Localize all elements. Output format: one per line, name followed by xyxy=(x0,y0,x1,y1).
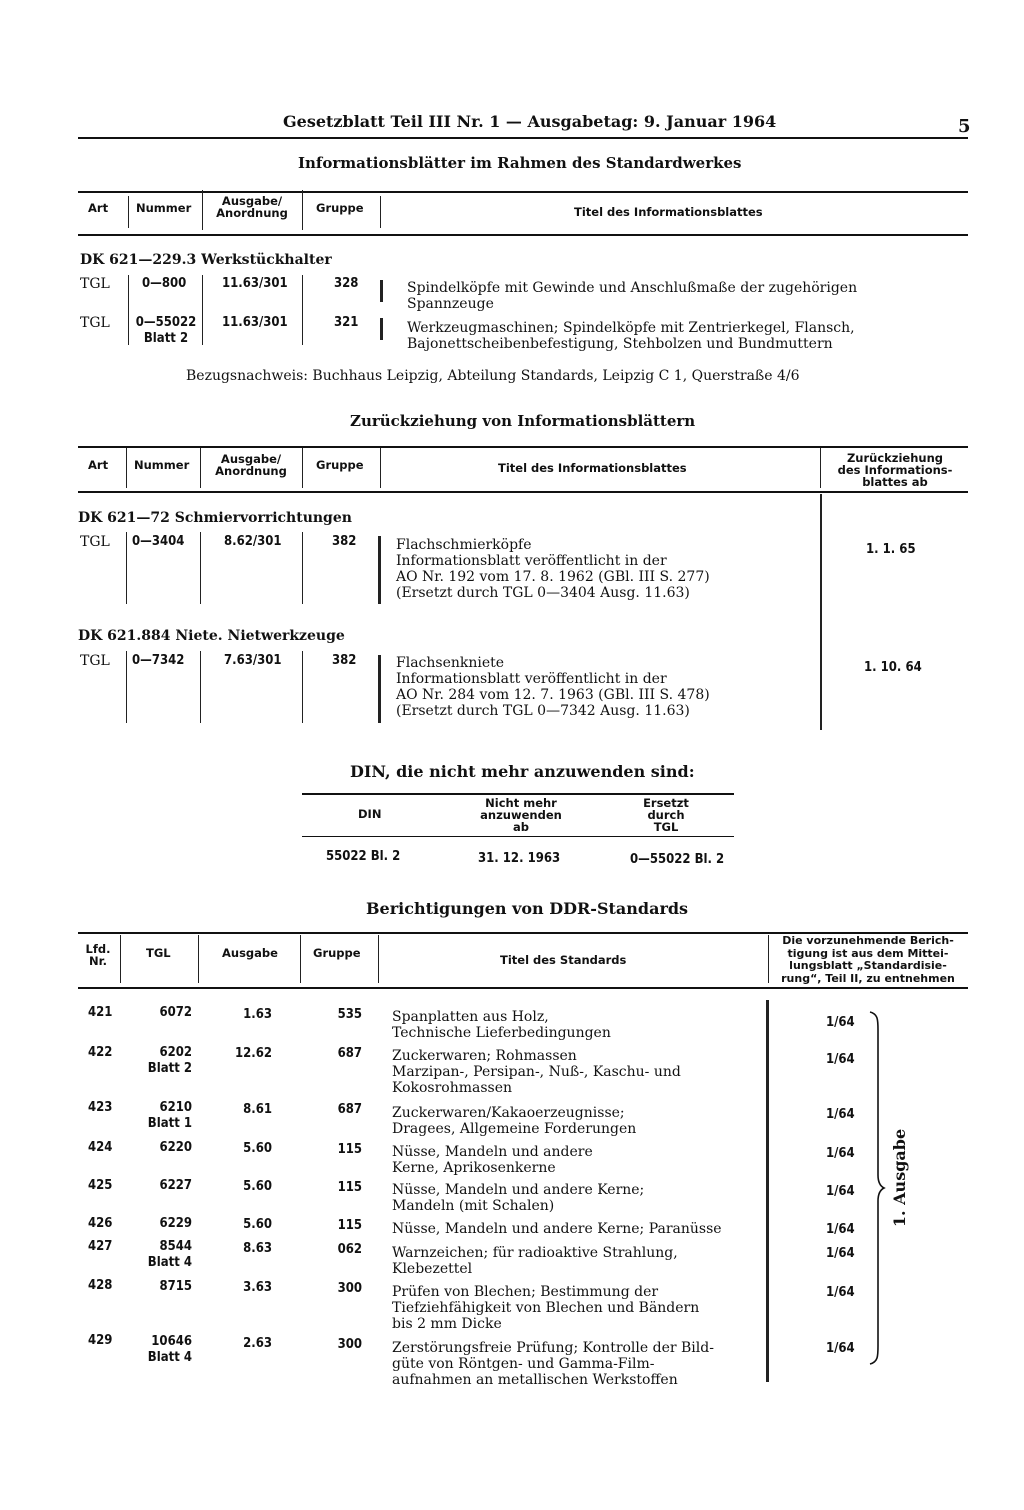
s4-row-titel: Nüsse, Mandeln und andere Kerne; Mandeln (mit Schalen) xyxy=(392,1182,645,1214)
s1-col-art: Art xyxy=(88,201,109,215)
s4-row-nr: 428 xyxy=(88,1278,113,1293)
s1-row1-art: TGL xyxy=(80,276,110,292)
running-title: Gesetzblatt Teil III Nr. 1 — Ausgabetag: 9. Januar 1964 xyxy=(283,112,777,131)
s2-group1-label: DK 621—72 Schmiervorrichtungen xyxy=(78,510,352,526)
s4-table-header-rule xyxy=(78,987,968,989)
s4-col-tgl: TGL xyxy=(146,946,171,960)
s4-row-ausgabe: 1.63 xyxy=(243,1007,272,1022)
s2-group1-titel: Flachschmierköpfe Informationsblatt veröffentlicht in der AO Nr. 192 vom 17. 8. 1962 (GBl. III S. 277) (Ersetzt durch TGL 0—3404 Ausg. 11.63) xyxy=(396,537,710,601)
s2-group2-gruppe: 382 xyxy=(332,653,357,668)
s4-row-ber: 1/64 xyxy=(826,1107,855,1122)
s1-col-nummer: Nummer xyxy=(136,201,192,215)
header-rule xyxy=(78,137,968,139)
s4-col-berichtigung: Die vorzunehmende Berich- tigung ist aus dem Mittei- lungsblatt „Standardisie- rung“, Teil II, zu entnehmen xyxy=(781,934,955,985)
s4-row-titel: Spanplatten aus Holz, Technische Lieferbedingungen xyxy=(392,1009,611,1041)
brace-icon xyxy=(866,1010,886,1366)
s4-row-ber: 1/64 xyxy=(826,1285,855,1300)
s2-group2-ab: 1. 10. 64 xyxy=(864,660,922,675)
s4-row-titel: Prüfen von Blechen; Bestimmung der Tiefziehfähigkeit von Blechen und Bändern bis 2 mm Dicke xyxy=(392,1284,700,1332)
s4-row-nr: 426 xyxy=(88,1216,113,1231)
s2-group2-ausgabe: 7.63/301 xyxy=(224,653,282,668)
s4-row-nr: 429 xyxy=(88,1333,113,1348)
s4-row-tgl: 10646 Blatt 4 xyxy=(147,1334,192,1365)
s1-table-header-rule xyxy=(78,234,968,236)
s1-row2-titel: Werkzeugmaschinen; Spindelköpfe mit Zentrierkegel, Flansch, Bajonettscheibenbefestigung, Stehbolzen und Bundmuttern xyxy=(407,320,855,352)
s3-row-ersetzt: 0—55022 Bl. 2 xyxy=(630,852,725,867)
s4-row-nr: 424 xyxy=(88,1140,113,1155)
s3-row-din: 55022 Bl. 2 xyxy=(326,849,401,864)
s4-row-tgl: 6229 xyxy=(159,1216,192,1231)
side-label: 1. Ausgabe xyxy=(890,1128,909,1228)
s4-row-gruppe: 115 xyxy=(337,1142,362,1157)
s2-col-titel: Titel des Informationsblattes xyxy=(498,461,687,475)
s3-col-ersetzt: Ersetzt durch TGL xyxy=(643,796,689,834)
s4-row-gruppe: 535 xyxy=(337,1007,362,1022)
s2-g2-sep-3 xyxy=(302,651,303,723)
s2-g1-sep-4 xyxy=(378,536,381,604)
s4-row-tgl: 8544 Blatt 4 xyxy=(147,1239,192,1270)
s1-body-sep-3 xyxy=(302,275,303,345)
s2-g2-sep-2 xyxy=(200,651,201,723)
s2-g1-sep-3 xyxy=(302,532,303,604)
s1-table-top-rule xyxy=(78,191,968,193)
s4-row-titel: Zerstörungsfreie Prüfung; Kontrolle der Bild- güte von Röntgen- und Gamma-Film- aufnahmen an metallischen Werkstoffen xyxy=(392,1340,714,1388)
s4-row-gruppe: 062 xyxy=(337,1242,362,1257)
s1-row1-nummer: 0—800 xyxy=(142,276,187,291)
s4-row-ber: 1/64 xyxy=(826,1015,855,1030)
s4-row-ausgabe: 5.60 xyxy=(243,1217,272,1232)
s3-col-ab: Nicht mehr anzuwenden ab xyxy=(480,796,562,834)
s4-row-titel: Zuckerwaren/Kakaoerzeugnisse; Dragees, Allgemeine Forderungen xyxy=(392,1105,637,1137)
s2-g1-sep-1 xyxy=(126,532,127,604)
s2-hdr-sep-3 xyxy=(302,448,303,488)
s2-group2-titel: Flachsenkniete Informationsblatt veröffentlicht in der AO Nr. 284 vom 12. 7. 1963 (GBl. III S. 478) (Ersetzt durch TGL 0—7342 Ausg. 11.63) xyxy=(396,655,710,719)
s1-hdr-sep-4 xyxy=(380,196,381,228)
s3-table-header-rule xyxy=(302,836,734,837)
s4-row-tgl: 8715 xyxy=(159,1279,192,1294)
s3-table-top-rule xyxy=(302,793,734,795)
s4-col-titel: Titel des Standards xyxy=(500,953,627,967)
s2-col-nummer: Nummer xyxy=(134,458,190,472)
section1-heading: Informationsblätter im Rahmen des Standardwerkes xyxy=(298,154,742,172)
s1-row2-ausgabe: 11.63/301 xyxy=(222,315,288,330)
s1-hdr-sep-3 xyxy=(302,190,303,230)
s2-group1-nummer: 0—3404 xyxy=(132,534,185,549)
s1-row2-gruppe: 321 xyxy=(334,315,359,330)
s4-row-tgl: 6072 xyxy=(159,1005,192,1020)
s4-row-nr: 423 xyxy=(88,1100,113,1115)
s2-group1-ausgabe: 8.62/301 xyxy=(224,534,282,549)
s4-hdr-sep-1 xyxy=(120,935,121,983)
s4-row-gruppe: 300 xyxy=(337,1281,362,1296)
s4-row-titel: Nüsse, Mandeln und andere Kerne, Aprikosenkerne xyxy=(392,1144,593,1176)
s2-group1-art: TGL xyxy=(80,534,110,550)
s4-hdr-sep-5 xyxy=(768,935,769,983)
s2-col-art: Art xyxy=(88,458,109,472)
s1-hdr-sep-2 xyxy=(202,190,203,230)
s4-row-gruppe: 115 xyxy=(337,1218,362,1233)
s4-row-ber: 1/64 xyxy=(826,1052,855,1067)
s2-hdr-sep-2 xyxy=(200,448,201,488)
s4-row-ausgabe: 8.63 xyxy=(243,1241,272,1256)
s4-row-ausgabe: 5.60 xyxy=(243,1179,272,1194)
s4-row-ausgabe: 8.61 xyxy=(243,1102,272,1117)
s1-col-gruppe: Gruppe xyxy=(316,201,364,215)
page-number: 5 xyxy=(958,116,971,137)
s4-row-gruppe: 115 xyxy=(337,1180,362,1195)
s4-row-gruppe: 687 xyxy=(337,1102,362,1117)
s1-row2-art: TGL xyxy=(80,315,110,331)
s4-row-gruppe: 300 xyxy=(337,1337,362,1352)
s1-col-ausgabe: Ausgabe/ Anordnung xyxy=(216,194,288,220)
s2-ab-column-rule xyxy=(820,494,822,730)
s1-row2-nummer: 0—55022 Blatt 2 xyxy=(135,315,197,346)
s2-g2-sep-1 xyxy=(126,651,127,723)
s1-group-label: DK 621—229.3 Werkstückhalter xyxy=(80,252,332,268)
s4-row-ber: 1/64 xyxy=(826,1341,855,1356)
s4-row-nr: 422 xyxy=(88,1045,113,1060)
s2-group2-art: TGL xyxy=(80,653,110,669)
s2-table-header-rule xyxy=(78,491,968,493)
s4-row-ausgabe: 12.62 xyxy=(235,1046,272,1061)
s4-col-gruppe: Gruppe xyxy=(313,946,361,960)
s2-g1-sep-2 xyxy=(200,532,201,604)
s3-row-ab: 31. 12. 1963 xyxy=(478,851,561,866)
s1-row1-titel: Spindelköpfe mit Gewinde und Anschlußmaße der zugehörigen Spannzeuge xyxy=(407,280,858,312)
s4-row-ausgabe: 3.63 xyxy=(243,1280,272,1295)
s4-row-nr: 427 xyxy=(88,1239,113,1254)
s4-row-titel: Zuckerwaren; Rohmassen Marzipan-, Persipan-, Nuß-, Kaschu- und Kokosrohmassen xyxy=(392,1048,681,1096)
s2-col-zurueck: Zurückziehung des Informations- blattes ab xyxy=(837,451,953,489)
s2-group1-gruppe: 382 xyxy=(332,534,357,549)
s4-row-ausgabe: 2.63 xyxy=(243,1336,272,1351)
s1-hdr-sep-1 xyxy=(128,196,129,228)
s2-group2-nummer: 0—7342 xyxy=(132,653,185,668)
s4-row-gruppe: 687 xyxy=(337,1046,362,1061)
s2-g2-sep-4 xyxy=(378,655,381,723)
s2-hdr-sep-5 xyxy=(820,448,821,488)
s4-row-titel: Warnzeichen; für radioaktive Strahlung, Klebezettel xyxy=(392,1245,678,1277)
s2-col-ausgabe: Ausgabe/ Anordnung xyxy=(215,452,287,478)
s3-col-din: DIN xyxy=(358,807,382,821)
s2-group2-label: DK 621.884 Niete. Nietwerkzeuge xyxy=(78,628,345,644)
section4-heading: Berichtigungen von DDR-Standards xyxy=(366,899,689,918)
s2-group1-ab: 1. 1. 65 xyxy=(866,542,916,557)
s4-hdr-sep-2 xyxy=(198,935,199,983)
s1-body-sep-1 xyxy=(128,275,129,345)
s4-row-ber: 1/64 xyxy=(826,1246,855,1261)
s1-col-titel: Titel des Informationsblattes xyxy=(574,205,763,219)
s4-row-tgl: 6210 Blatt 1 xyxy=(147,1100,192,1131)
s1-row1-gruppe: 328 xyxy=(334,276,359,291)
s4-row-ber: 1/64 xyxy=(826,1146,855,1161)
s4-col-ausgabe: Ausgabe xyxy=(222,946,278,960)
s1-row1-ausgabe: 11.63/301 xyxy=(222,276,288,291)
section3-heading: DIN, die nicht mehr anzuwenden sind: xyxy=(350,762,695,781)
s4-col-nr: Lfd. Nr. xyxy=(85,942,111,968)
s4-body-rule-ber xyxy=(766,1000,769,1382)
s4-row-nr: 425 xyxy=(88,1178,113,1193)
s4-row-tgl: 6227 xyxy=(159,1178,192,1193)
s4-row-ber: 1/64 xyxy=(826,1184,855,1199)
s4-hdr-sep-3 xyxy=(300,935,301,983)
s1-body-sep-4 xyxy=(380,280,383,302)
s4-row-titel: Nüsse, Mandeln und andere Kerne; Paranüsse xyxy=(392,1221,722,1237)
s1-body-sep-2 xyxy=(202,275,203,345)
s2-col-gruppe: Gruppe xyxy=(316,458,364,472)
s4-row-tgl: 6220 xyxy=(159,1140,192,1155)
s2-hdr-sep-1 xyxy=(126,448,127,488)
section2-heading: Zurückziehung von Informationsblättern xyxy=(350,412,696,430)
s4-row-ber: 1/64 xyxy=(826,1222,855,1237)
s2-table-top-rule xyxy=(78,446,968,448)
s4-hdr-sep-4 xyxy=(378,935,379,983)
s4-row-ausgabe: 5.60 xyxy=(243,1141,272,1156)
s1-note: Bezugsnachweis: Buchhaus Leipzig, Abteilung Standards, Leipzig C 1, Querstraße 4/6 xyxy=(186,368,800,384)
s1-body-sep-5 xyxy=(380,318,383,340)
s2-hdr-sep-4 xyxy=(380,448,381,488)
s4-row-nr: 421 xyxy=(88,1005,113,1020)
s4-row-tgl: 6202 Blatt 2 xyxy=(147,1045,192,1076)
